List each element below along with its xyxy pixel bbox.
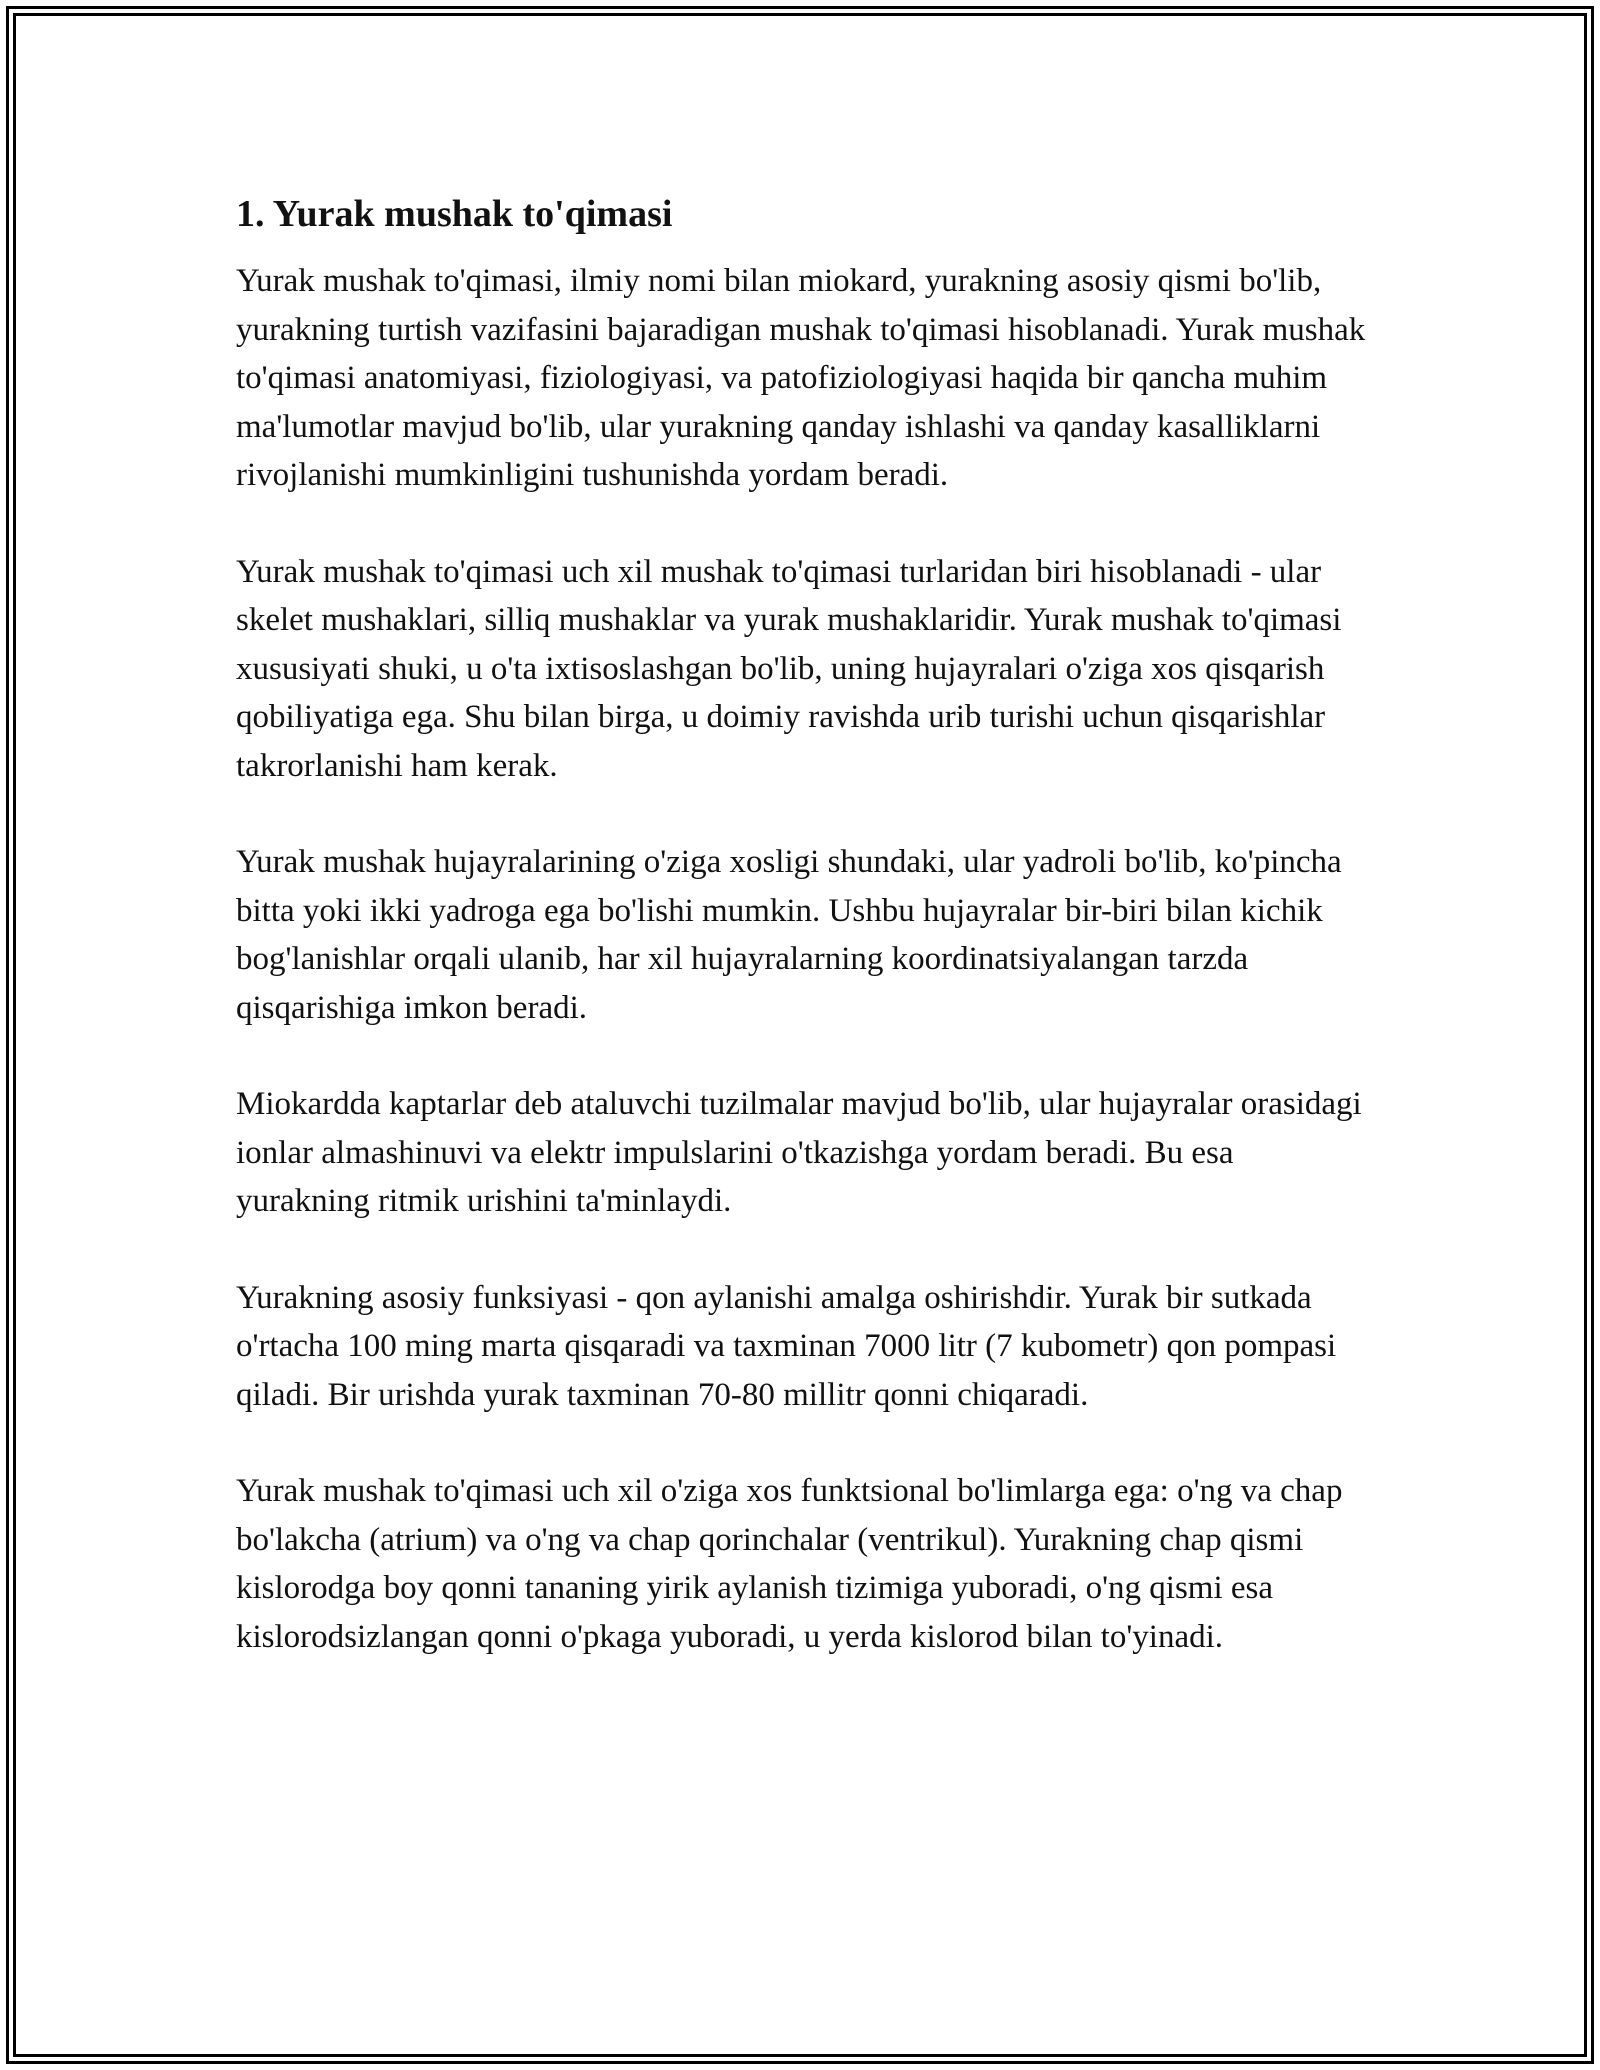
paragraph-4: Miokardda kaptarlar deb ataluvchi tuzilmalar mavjud bo'lib, ular hujayralar orasidagi ionlar almashinuvi va elektr impulslarini o'tkazishga yordam beradi. Bu esa yurakning ritmik urishini ta'minlaydi. [236,1086,1362,1219]
paragraph-2: Yurak mushak to'qimasi uch xil mushak to'qimasi turlaridan biri hisoblanadi - ular skelet mushaklari, silliq mushaklar va yurak mushaklaridir. Yurak mushak to'qimasi xususiyati shuki, u o'ta ixtisoslashgan bo'lib, uning hujayralari o'ziga xos qisqarish qobiliyatiga ega. Shu bilan birga, u doimiy ravishda urib turishi uchun qisqarishlar takrorlanishi ham kerak. [236,553,1342,784]
paragraph-5: Yurakning asosiy funksiyasi - qon aylanishi amalga oshirishdir. Yurak bir sutkada o'rtacha 100 ming marta qisqaradi va taxminan 7000 litr (7 kubometr) qon pompasi qiladi. Bir urishda yurak taxminan 70-80 millitr qonni chiqaradi. [236,1279,1337,1413]
paragraph-6: Yurak mushak to'qimasi uch xil o'ziga xos funktsional bo'limlarga ega: o'ng va chap bo'lakcha (atrium) va o'ng va chap qorinchalar (ventrikul). Yurakning chap qismi kislorodga boy qonni tananing yirik aylanish tizimiga yuboradi, o'ng qismi esa kislorodsizlangan qonni o'pkaga yuboradi, u yerda kislorod bilan to'yinadi. [236,1473,1343,1655]
section-heading: 1. Yurak mushak to'qimasi [236,193,673,235]
paragraph-1: Yurak mushak to'qimasi, ilmiy nomi bilan miokard, yurakning asosiy qismi bo'lib, yurakning turtish vazifasini bajaradigan mushak to'qimasi hisoblanadi. Yurak mushak to'qimasi anatomiyasi, fiziologiyasi, va patofiziologiyasi haqida bir qancha muhim ma'lumotlar mavjud bo'lib, ular yurakning qanday ishlashi va qanday kasalliklarni rivojlanishi mumkinligini tushunishda yordam beradi. [236,263,1366,493]
document-body [236,185,1366,1709]
paragraph-3: Yurak mushak hujayralarining o'ziga xosligi shundaki, ular yadroli bo'lib, ko'pincha bitta yoki ikki yadroga ega bo'lishi mumkin. Ushbu hujayralar bir-biri bilan kichik bog'lanishlar orqali ulanib, har xil hujayralarning koordinatsiyalangan tarzda qisqarishiga imkon beradi. [236,844,1342,1026]
